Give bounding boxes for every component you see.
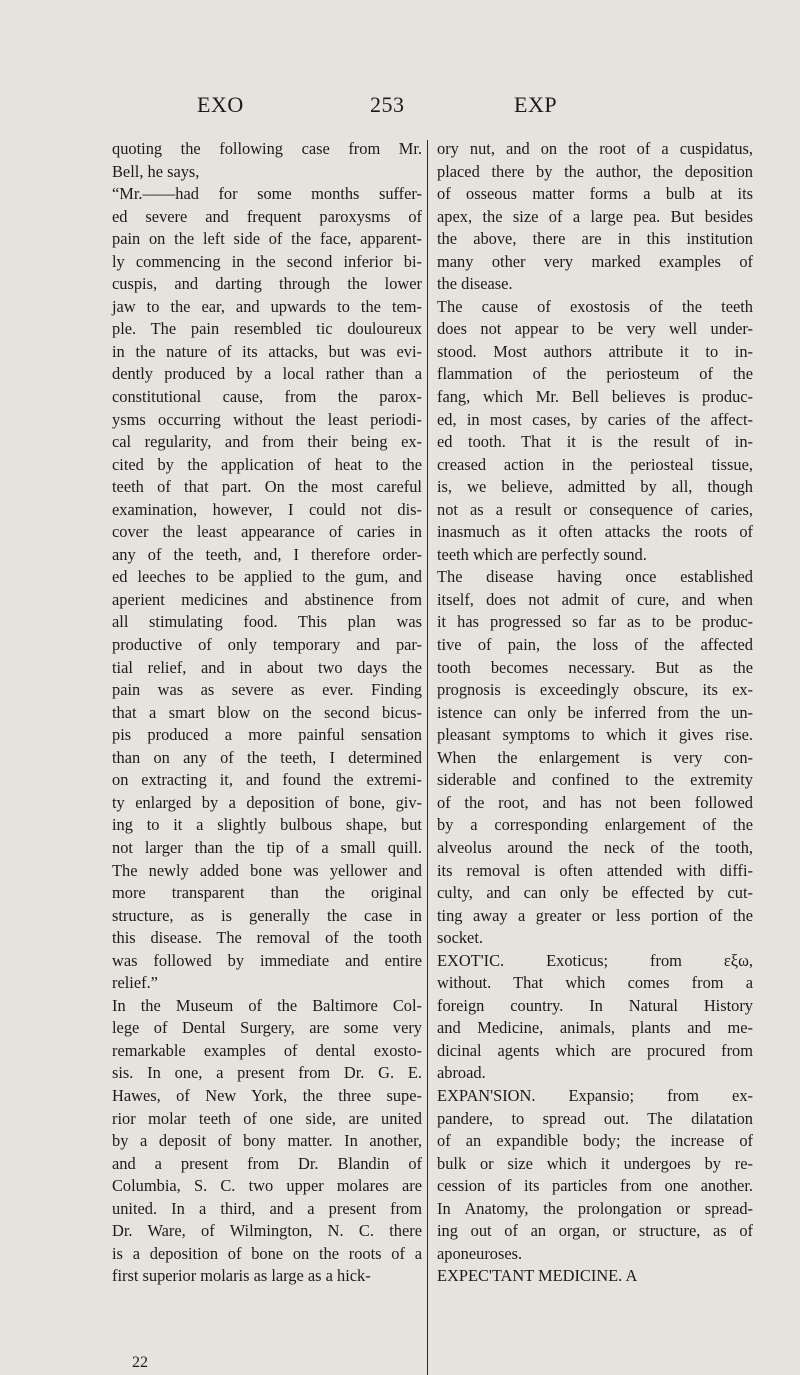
text-line: Hawes, of New York, the three supe- [112,1085,422,1105]
text-line: dently produced by a local rather than a [112,364,422,384]
text-line: teeth of that part. On the most careful [112,477,422,497]
text-line: in the nature of its attacks, but was evi- [112,341,422,361]
text-line: relief.” [112,973,158,993]
text-line: bulk or size which it undergoes by re- [437,1153,753,1173]
text-line: remarkable examples of dental exosto- [112,1040,422,1060]
text-line: itself, does not admit of cure, and when [437,589,753,609]
text-line: “Mr.——had for some months suffer- [112,184,422,204]
text-line: many other very marked examples of [437,251,753,271]
text-line: the disease. [437,274,513,294]
text-line: inasmuch as it often attacks the roots of [437,522,753,542]
text-line: When the enlargement is very con- [437,747,753,767]
signature-mark: 22 [132,1354,148,1371]
text-line: teeth which are perfectly sound. [437,544,647,564]
text-line: Dr. Ware, of Wilmington, N. C. there [112,1221,422,1241]
text-line: without. That which comes from a [437,973,753,993]
text-line: and a present from Dr. Blandin of [112,1153,422,1173]
text-line: this disease. The removal of the tooth [112,928,422,948]
text-line: was followed by immediate and entire [112,950,422,970]
text-line: any of the teeth, and, I therefore order- [112,544,422,564]
left-text-column [112,138,422,1288]
text-line: flammation of the periosteum of the [437,364,753,384]
text-line: fang, which Mr. Bell believes is produc- [437,387,753,407]
text-line: all stimulating food. This plan was [112,612,422,632]
text-line: ple. The pain resembled tic douloureux [112,319,422,339]
text-line: it has progressed so far as to be produc- [437,612,753,632]
text-line: constitutional cause, from the parox- [112,387,422,407]
text-line: is, we believe, admitted by all, though [437,477,753,497]
column-divider [427,140,428,1375]
text-line: creased action in the periosteal tissue, [437,454,753,474]
text-line: Bell, he says, [112,161,200,181]
text-line: of an expandible body; the increase of [437,1131,753,1151]
text-line: cuspis, and darting through the lower [112,274,422,294]
text-line: ed, in most cases, by caries of the affect- [437,409,753,429]
text-line: ing to it a slightly bulbous shape, but [112,815,422,835]
text-line: foreign country. In Natural History [437,995,753,1015]
text-line: ed severe and frequent paroxysms of [112,206,422,226]
text-line: examination, however, I could not dis- [112,499,422,519]
text-line: united. In a third, and a present from [112,1198,422,1218]
text-line: on extracting it, and found the extremi- [112,770,422,790]
text-line: istence can only be inferred from the un- [437,702,753,722]
text-line: In Anatomy, the prolongation or spread- [437,1198,753,1218]
header-left-guideword: EXO [197,92,244,117]
text-line: ting away a greater or less portion of the [437,905,753,925]
text-line: quoting the following case from Mr. [112,139,422,158]
text-line: by a deposit of bony matter. In another, [112,1131,422,1151]
text-line: cited by the application of heat to the [112,454,422,474]
text-line: aponeuroses. [437,1243,523,1263]
text-line: structure, as is generally the case in [112,905,422,925]
text-line: pain was as severe as ever. Finding [112,680,422,700]
text-line: The cause of exostosis of the teeth [437,296,753,316]
text-line: culty, and can only be effected by cut- [437,883,753,903]
text-line: dicinal agents which are procured from [437,1040,753,1060]
text-line: abroad. [437,1063,486,1083]
text-line: cession of its particles from one another. [437,1176,753,1196]
text-line: ory nut, and on the root of a cuspidatus, [437,139,753,158]
text-line: In the Museum of the Baltimore Col- [112,995,422,1015]
text-line: siderable and confined to the extremity [437,770,753,790]
text-line: rior molar teeth of one side, are united [112,1108,422,1128]
text-line: aperient medicines and abstinence from [112,589,422,609]
text-line: sis. In one, a present from Dr. G. E. [112,1063,422,1083]
text-line: lege of Dental Surgery, are some very [112,1018,422,1038]
text-line: prognosis is exceedingly obscure, its ex- [437,680,753,700]
text-line: placed there by the author, the deposition [437,161,753,181]
text-line: tive of pain, the loss of the affected [437,635,753,655]
text-line: not as a result or consequence of caries, [437,499,753,519]
text-line: pleasant symptoms to which it gives rise. [437,725,753,745]
text-line: The newly added bone was yellower and [112,860,422,880]
text-line: than on any of the teeth, I determined [112,747,422,767]
right-text-column [437,138,753,1288]
text-line: ly commencing in the second inferior bi- [112,251,422,271]
text-line: and Medicine, animals, plants and me- [437,1018,753,1038]
text-line: ty enlarged by a deposition of bone, giv- [112,792,422,812]
text-line: EXPEC'TANT MEDICINE. A [437,1266,638,1286]
text-line: first superior molaris as large as a hick- [112,1266,371,1286]
text-line: ed tooth. That it is the result of in- [437,432,753,452]
text-line: by a corresponding enlargement of the [437,815,753,835]
text-line: does not appear to be very well under- [437,319,753,339]
text-line: is a deposition of bone on the roots of a [112,1243,422,1263]
running-header [0,92,800,122]
text-line: tooth becomes necessary. But as the [437,657,753,677]
text-line: ed leeches to be applied to the gum, and [112,567,422,587]
text-line: the above, there are in this institution [437,229,753,249]
header-right-guideword: EXP [514,92,558,117]
text-line: EXOT'IC. Exoticus; from εξω, [437,950,753,970]
text-line: alveolus around the neck of the tooth, [437,837,753,857]
text-line: ing out of an organ, or structure, as of [437,1221,753,1241]
text-line: Columbia, S. C. two upper molares are [112,1176,422,1196]
text-line: not larger than the tip of a small quill. [112,837,422,857]
text-line: EXPAN'SION. Expansio; from ex- [437,1085,753,1105]
text-line: of the root, and has not been followed [437,792,753,812]
text-line: ysms occurring without the least periodi- [112,409,422,429]
page-number: 253 [370,92,405,117]
text-line: pandere, to spread out. The dilatation [437,1108,753,1128]
text-line: tial relief, and in about two days the [112,657,422,677]
text-line: cal regularity, and from their being ex- [112,432,422,452]
text-line: The disease having once established [437,567,753,587]
text-line: pain on the left side of the face, apparent- [112,229,422,249]
text-line: productive of only temporary and par- [112,635,422,655]
text-line: jaw to the ear, and upwards to the tem- [112,296,422,316]
text-line: more transparent than the original [112,883,422,903]
text-line: apex, the size of a large pea. But besides [437,206,753,226]
text-line: cover the least appearance of caries in [112,522,422,542]
text-line: pis produced a more painful sensation [112,725,422,745]
text-line: that a smart blow on the second bicus- [112,702,422,722]
text-line: of osseous matter forms a bulb at its [437,184,753,204]
text-line: its removal is often attended with diffi- [437,860,753,880]
text-line: stood. Most authors attribute it to in- [437,341,753,361]
text-line: socket. [437,928,483,948]
